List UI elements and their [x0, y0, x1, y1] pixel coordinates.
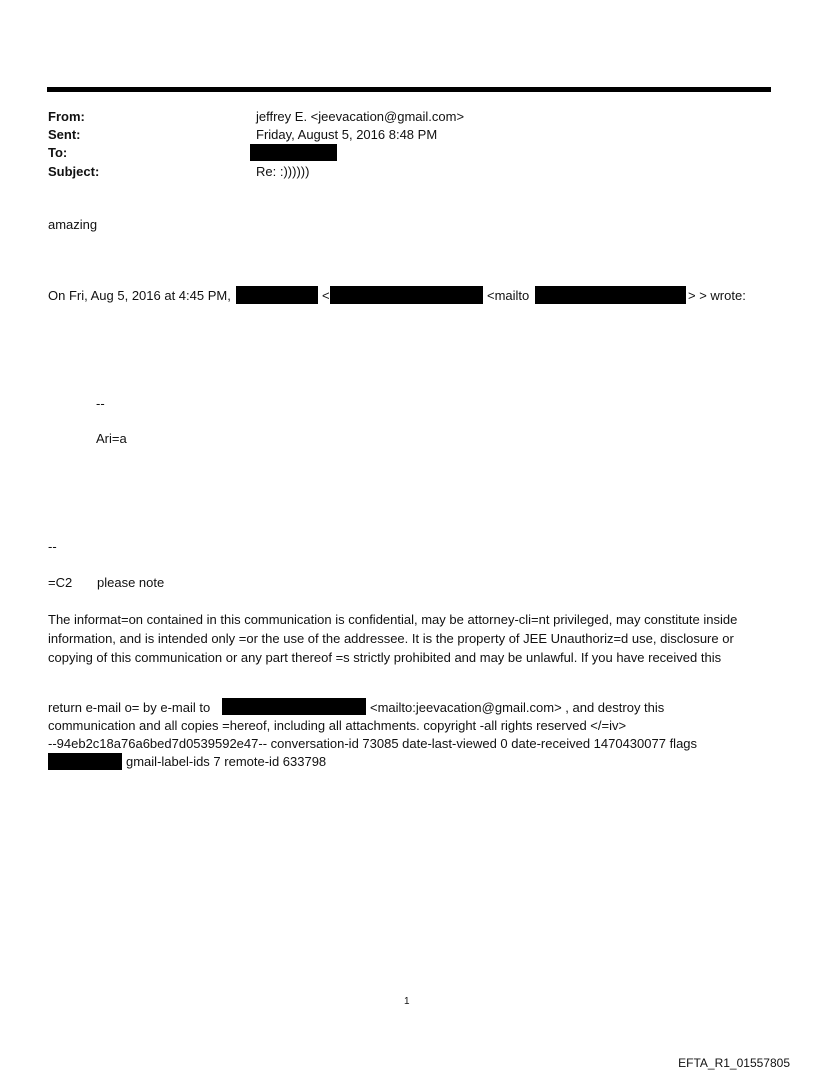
document-id: EFTA_R1_01557805	[678, 1056, 790, 1070]
sender-email-redaction	[330, 286, 483, 304]
note-code: =C2	[48, 575, 73, 590]
sent-label: Sent:	[48, 127, 81, 142]
return-email-suffix: <mailto:jeevacation@gmail.com> , and destroy this	[370, 700, 665, 715]
signature-dashes: --	[96, 396, 105, 411]
note-text: please note	[97, 575, 165, 590]
label-ids-line: gmail-label-ids 7 remote-id 633798	[126, 754, 327, 769]
separator-dashes: --	[48, 539, 57, 554]
to-redaction	[250, 144, 337, 161]
return-email-prefix: return e-mail o= by e-mail to	[48, 700, 211, 715]
quote-intro-prefix: On Fri, Aug 5, 2016 at 4:45 PM,	[48, 288, 231, 303]
return-email-redaction	[222, 698, 366, 715]
copyright-line: communication and all copies =hereof, including all attachments. copyright -all rights reserved </=iv>	[48, 718, 627, 733]
quote-intro-lt: <	[322, 288, 330, 303]
from-label: From:	[48, 109, 85, 124]
to-label: To:	[48, 145, 68, 160]
sender-name-redaction	[236, 286, 318, 304]
signature-name: Ari=a	[96, 431, 127, 446]
quote-intro-suffix: > > wrote:	[688, 288, 746, 303]
metadata-line: --94eb2c18a76a6bed7d0539592e47-- conversation-id 73085 date-last-viewed 0 date-received 1470430077 flags	[48, 736, 698, 751]
reply-text: amazing	[48, 217, 98, 232]
mailto-redaction	[535, 286, 686, 304]
subject-label: Subject:	[48, 164, 100, 179]
page-number: 1	[404, 996, 410, 1007]
from-value: jeffrey E. <jeevacation@gmail.com>	[256, 109, 465, 124]
flags-redaction	[48, 753, 122, 770]
disclaimer-paragraph: The informat=on contained in this communication is confidential, may be attorney-cli=nt privileged, may constitute inside information, and is intended only =or the use of the addressee. It is the property of JEE Unauthoriz=d use, disclosure or copying of this communication or any part thereof =s strictly prohibited and may be unlawful. If you have received this	[48, 612, 738, 665]
subject-value: Re: :))))))	[256, 164, 310, 179]
quote-intro-mailto: <mailto	[487, 288, 530, 303]
header-rule	[47, 87, 771, 92]
sent-value: Friday, August 5, 2016 8:48 PM	[256, 127, 438, 142]
